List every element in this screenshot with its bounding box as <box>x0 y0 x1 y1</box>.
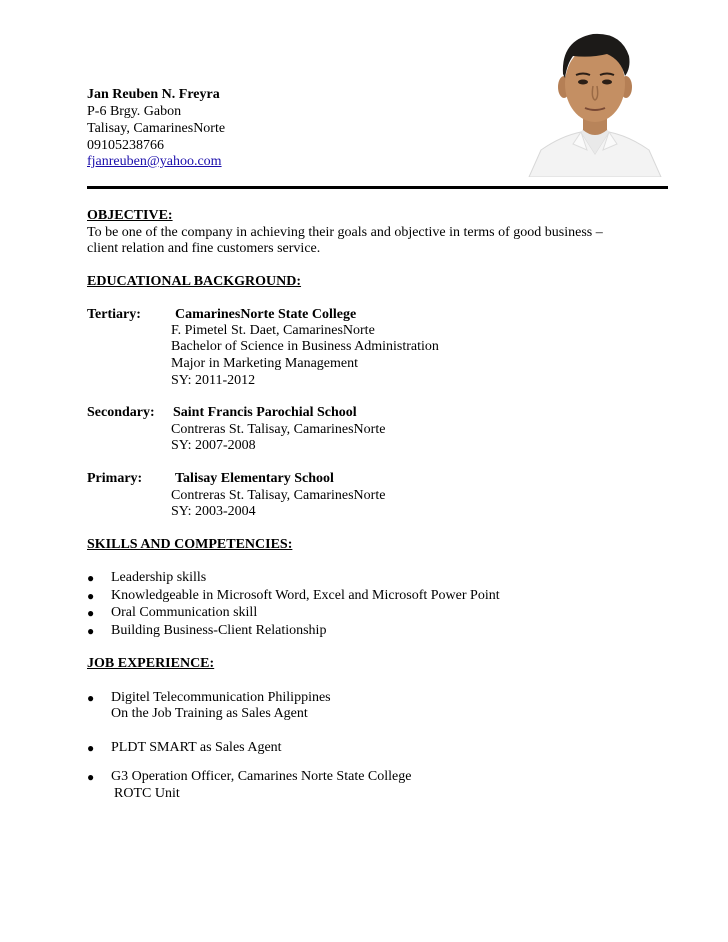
skill-item: Building Business-Client Relationship <box>111 623 327 638</box>
primary-label: Primary: <box>87 471 143 486</box>
phone-number: 09105238766 <box>87 138 164 153</box>
experience-heading: JOB EXPERIENCE: <box>87 656 215 671</box>
objective-text-line-2: client relation and fine customers service. <box>87 241 321 256</box>
objective-text-line-1: To be one of the company in achieving their goals and objective in terms of good business – <box>87 225 603 240</box>
tertiary-address: F. Pimetel St. Daet, CamarinesNorte <box>171 323 375 338</box>
secondary-address: Contreras St. Talisay, CamarinesNorte <box>171 422 386 437</box>
skill-item: Knowledgeable in Microsoft Word, Excel and Microsoft Power Point <box>111 588 500 603</box>
primary-school: Talisay Elementary School <box>175 471 334 486</box>
bullet-icon: ● <box>87 741 95 755</box>
secondary-label: Secondary: <box>87 405 155 420</box>
bullet-icon: ● <box>87 571 95 585</box>
objective-heading: OBJECTIVE: <box>87 208 173 223</box>
tertiary-school-year: SY: 2011-2012 <box>171 373 256 388</box>
header-divider <box>87 186 668 189</box>
experience-item-detail: On the Job Training as Sales Agent <box>111 706 308 721</box>
bullet-icon: ● <box>87 770 95 784</box>
primary-address: Contreras St. Talisay, CamarinesNorte <box>171 488 386 503</box>
tertiary-degree: Bachelor of Science in Business Administration <box>171 339 439 354</box>
skill-item: Leadership skills <box>111 570 207 585</box>
skill-item: Oral Communication skill <box>111 605 258 620</box>
secondary-school: Saint Francis Parochial School <box>173 405 357 420</box>
experience-item-title: Digitel Telecommunication Philippines <box>111 690 331 705</box>
tertiary-school: CamarinesNorte State College <box>175 307 357 322</box>
email-link[interactable]: fjanreuben@yahoo.com <box>87 154 222 169</box>
applicant-photo <box>521 22 669 177</box>
address-line-1: P-6 Brgy. Gabon <box>87 104 182 119</box>
bullet-icon: ● <box>87 589 95 603</box>
experience-item-detail: ROTC Unit <box>114 786 180 801</box>
portrait-image <box>521 22 669 177</box>
education-heading: EDUCATIONAL BACKGROUND: <box>87 274 302 289</box>
address-line-2: Talisay, CamarinesNorte <box>87 121 226 136</box>
experience-item-title: G3 Operation Officer, Camarines Norte State College <box>111 769 412 784</box>
secondary-school-year: SY: 2007-2008 <box>171 438 256 453</box>
bullet-icon: ● <box>87 606 95 620</box>
primary-school-year: SY: 2003-2004 <box>171 504 256 519</box>
applicant-name: Jan Reuben N. Freyra <box>87 87 220 102</box>
bullet-icon: ● <box>87 691 95 705</box>
skills-heading: SKILLS AND COMPETENCIES: <box>87 537 293 552</box>
experience-item-title: PLDT SMART as Sales Agent <box>111 740 282 755</box>
tertiary-label: Tertiary: <box>87 307 141 322</box>
bullet-icon: ● <box>87 624 95 638</box>
tertiary-major: Major in Marketing Management <box>171 356 359 371</box>
